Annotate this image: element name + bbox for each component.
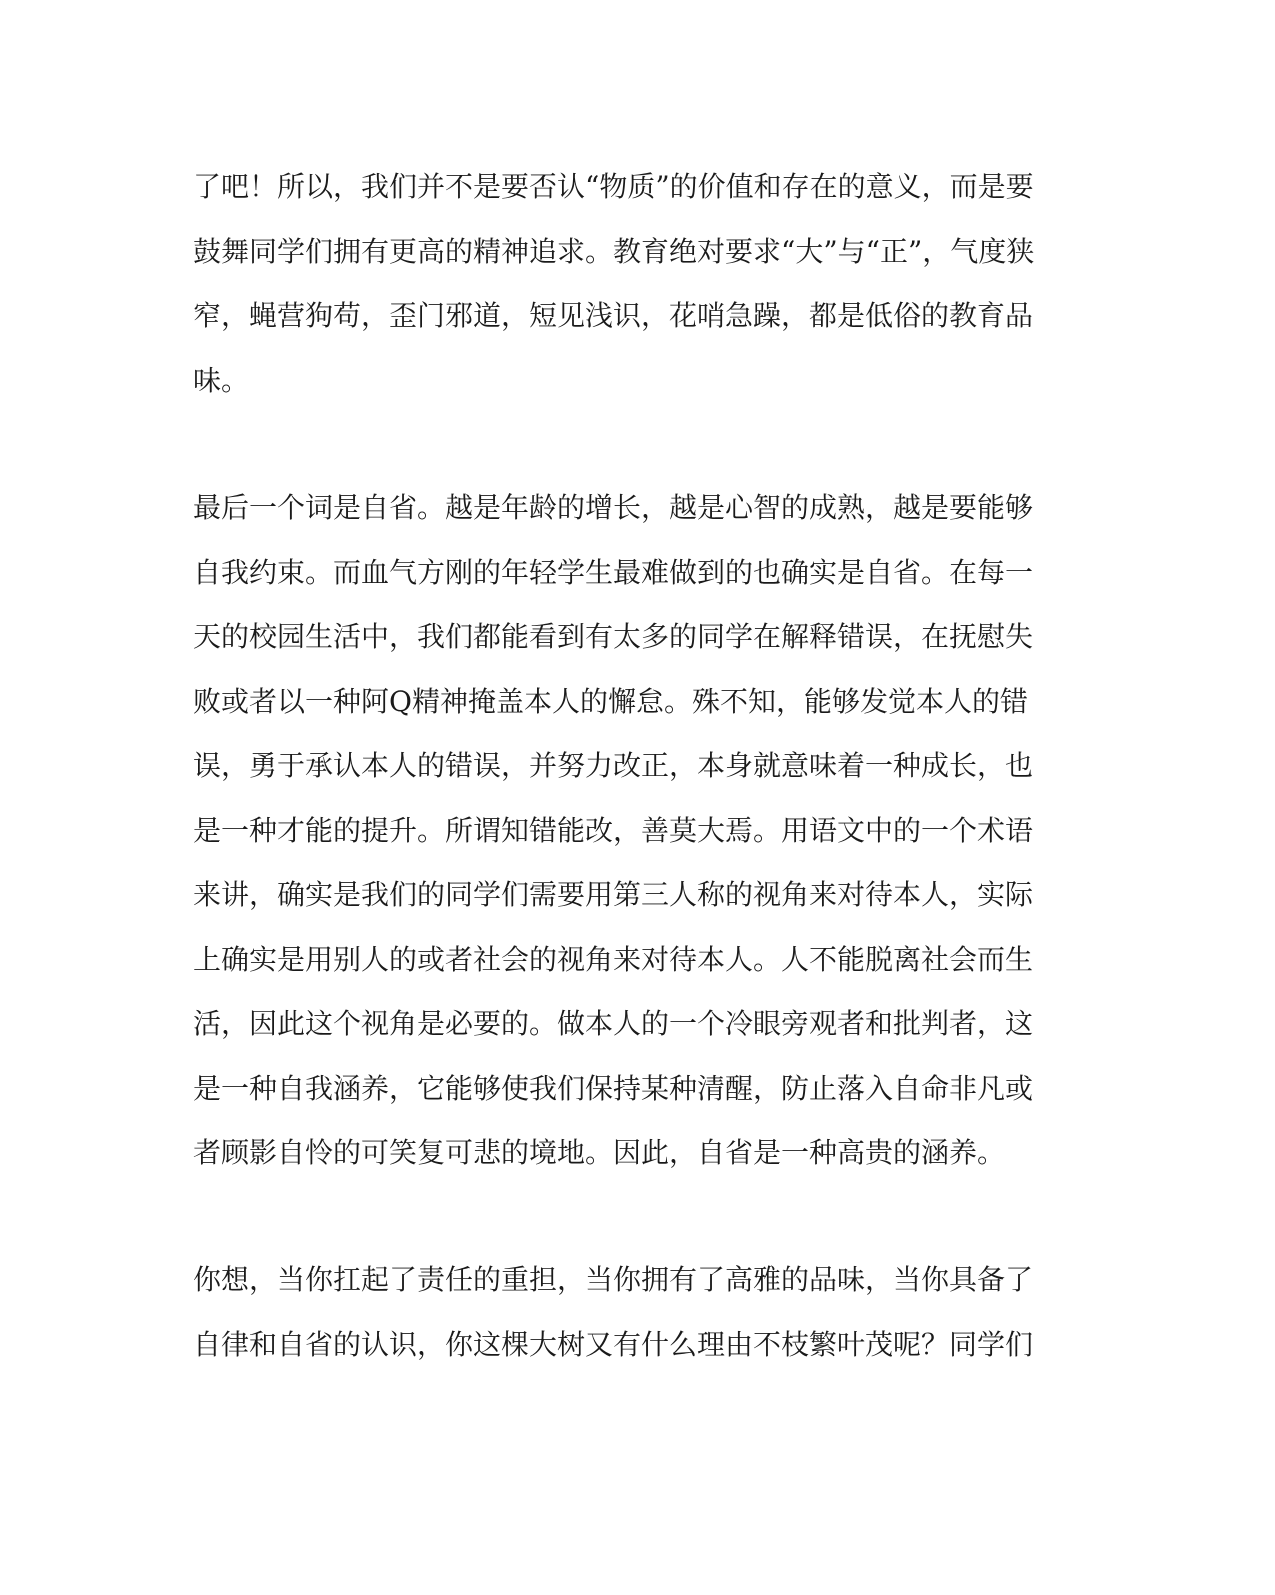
text-line: 味。 — [193, 363, 250, 397]
text-line: 者顾影自怜的可笑复可悲的境地。因此，自省是一种高贵的涵养。 — [193, 1136, 1006, 1169]
text-line: 天的校园生活中，我们都能看到有太多的同学在解释错误，在抚慰失 — [193, 620, 1034, 653]
text-line: 是一种才能的提升。所谓知错能改，善莫大焉。用语文中的一个术语 — [193, 813, 1034, 847]
text-line: 误，勇于承认本人的错误，并努力改正，本身就意味着一种成长，也 — [193, 749, 1034, 782]
text-line: 败或者以一种阿Q精神掩盖本人的懈怠。殊不知，能够发觉本人的错 — [193, 684, 1028, 718]
text-line: 来讲，确实是我们的同学们需要用第三人称的视角来对待本人，实际 — [193, 878, 1034, 911]
text-line: 最后一个词是自省。越是年龄的增长，越是心智的成熟，越是要能够 — [193, 491, 1034, 524]
text-line: 了吧！所以，我们并不是要否认“物质”的价值和存在的意义，而是要 — [193, 170, 1034, 203]
text-line: 自律和自省的认识，你这棵大树又有什么理由不枝繁叶茂呢？同学们 — [193, 1327, 1034, 1361]
paragraph-1 — [193, 155, 1063, 413]
text-line: 是一种自我涵养，它能够使我们保持某种清醒，防止落入自命非凡或 — [193, 1071, 1034, 1105]
paragraph-3 — [193, 1248, 1063, 1377]
text-line: 活，因此这个视角是必要的。做本人的一个冷眼旁观者和批判者，这 — [193, 1007, 1034, 1040]
text-line: 自我约束。而血气方刚的年轻学生最难做到的也确实是自省。在每一 — [193, 555, 1034, 589]
text-line: 鼓舞同学们拥有更高的精神追求。教育绝对要求“大”与“正”，气度狭 — [193, 234, 1035, 268]
paragraph-2 — [193, 476, 1063, 1186]
text-line: 窄，蝇营狗苟，歪门邪道，短见浅识，花哨急躁，都是低俗的教育品 — [193, 299, 1034, 332]
text-line: 上确实是用别人的或者社会的视角来对待本人。人不能脱离社会而生 — [193, 942, 1034, 976]
text-line: 你想，当你扛起了责任的重担，当你拥有了高雅的品味，当你具备了 — [193, 1263, 1034, 1296]
